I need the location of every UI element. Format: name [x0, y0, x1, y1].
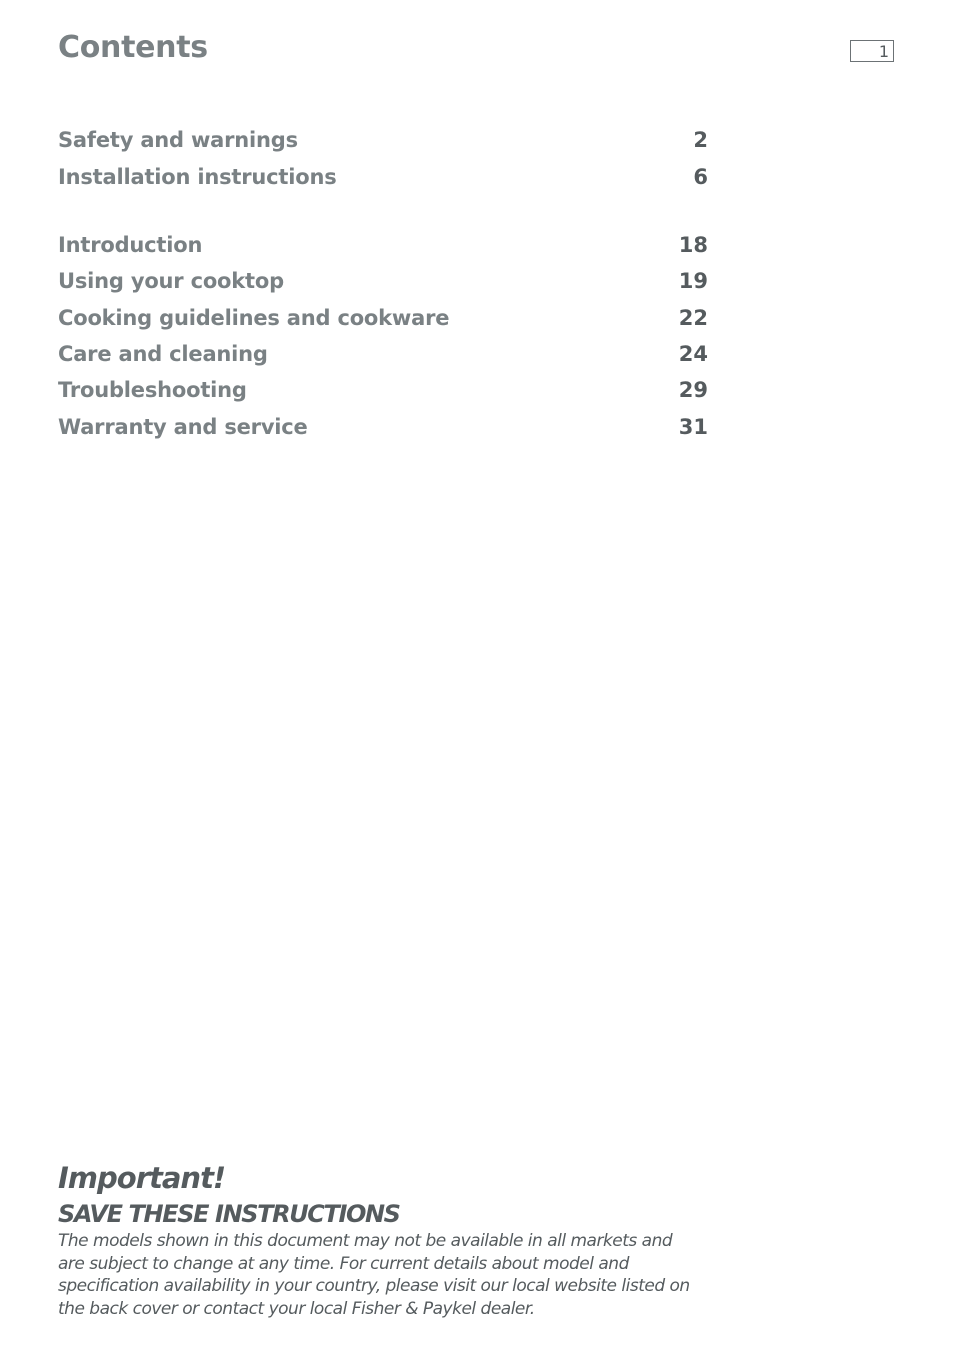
toc-item-cooking-guidelines[interactable] — [58, 303, 708, 333]
toc-item-label: Safety and warnings — [58, 128, 298, 152]
toc-item-label: Care and cleaning — [58, 342, 268, 366]
page-title: Contents — [58, 30, 208, 65]
toc-item-page: 6 — [693, 165, 708, 189]
toc-item-page: 19 — [678, 269, 708, 293]
toc-item-label: Using your cooktop — [58, 269, 284, 293]
toc-item-label: Installation instructions — [58, 165, 337, 189]
toc-item-introduction[interactable] — [58, 230, 708, 260]
toc-item-page: 18 — [678, 233, 708, 257]
toc-item-page: 2 — [693, 128, 708, 152]
notice-heading: Important! — [58, 1161, 226, 1195]
notice-body: The models shown in this document may not be available in all markets and are subject to change at any time. For current details about model and specification availability in your country, please visit our local website listed on the back cover or contact your local Fisher & Paykel dealer. — [58, 1231, 690, 1319]
toc-item-care-cleaning[interactable] — [58, 339, 708, 369]
toc-item-installation[interactable] — [58, 162, 708, 192]
toc-item-label: Cooking guidelines and cookware — [58, 306, 450, 330]
toc-item-page: 29 — [678, 378, 708, 402]
page-number-box: 1 — [850, 40, 894, 62]
important-notice — [58, 1160, 718, 1320]
toc-item-warranty[interactable] — [58, 412, 708, 442]
toc-item-safety[interactable] — [58, 125, 708, 155]
toc-item-page: 31 — [678, 415, 708, 439]
toc-item-label: Troubleshooting — [58, 378, 247, 402]
toc-item-page: 24 — [678, 342, 708, 366]
toc-item-page: 22 — [678, 306, 708, 330]
toc-item-troubleshooting[interactable] — [58, 375, 708, 405]
toc-item-using-cooktop[interactable] — [58, 266, 708, 296]
toc-item-label: Warranty and service — [58, 415, 308, 439]
toc-item-label: Introduction — [58, 233, 203, 257]
notice-subheading: SAVE THESE INSTRUCTIONS — [58, 1200, 400, 1228]
